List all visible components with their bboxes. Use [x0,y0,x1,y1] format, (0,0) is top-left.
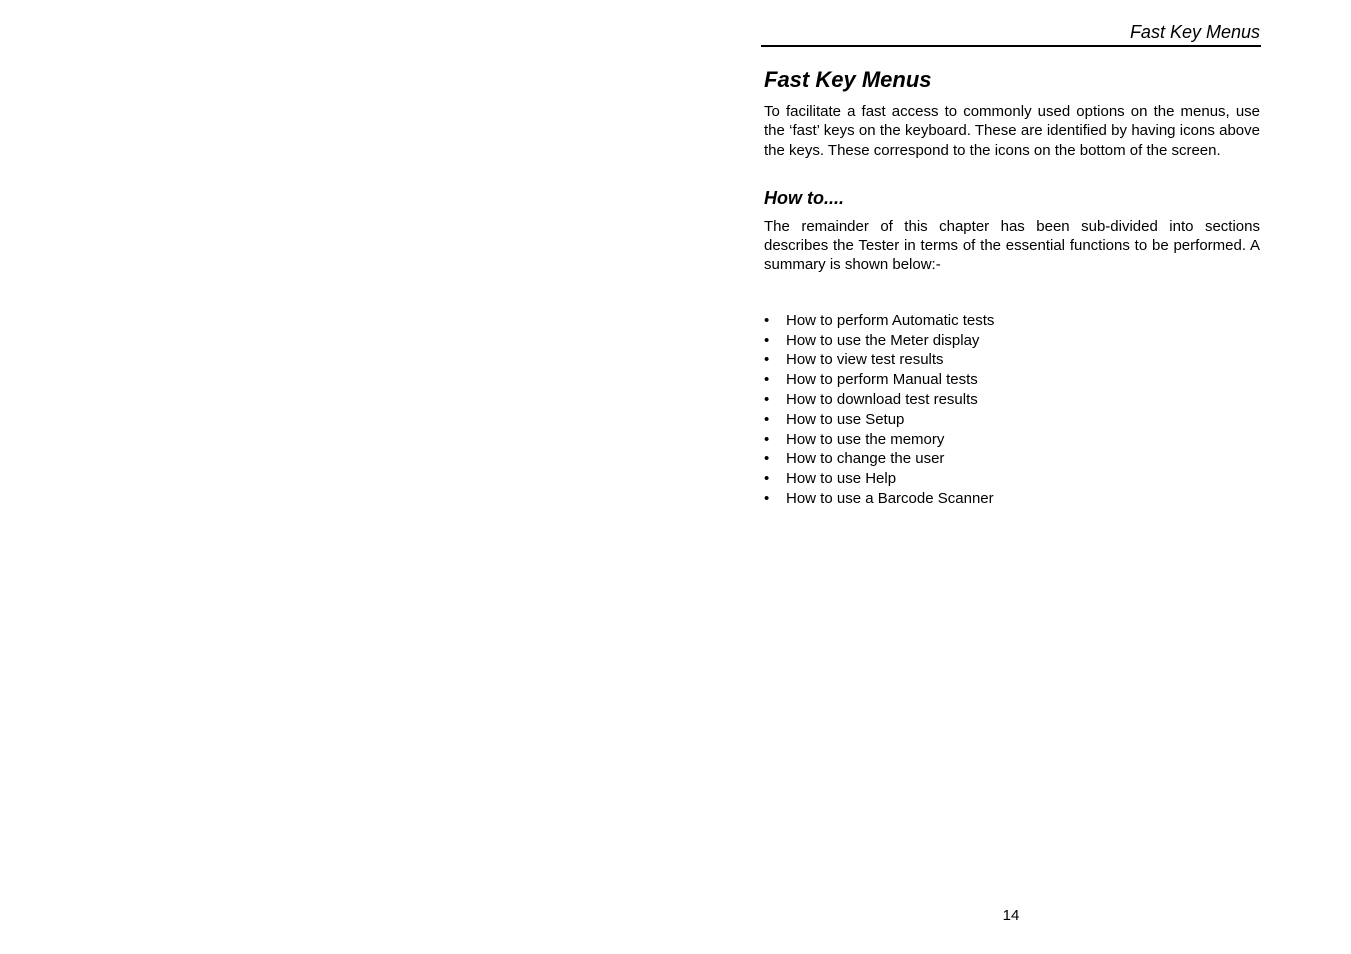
list-item [764,410,1260,430]
list-item [764,469,1260,489]
list-item-label: How to change the user [786,450,945,468]
list-item-label: How to download test results [786,390,978,408]
bullet-icon: • [764,430,770,448]
list-item [764,390,1260,410]
list-item [764,370,1260,390]
list-item-label: How to use the Meter display [786,331,980,349]
howto-title: How to.... [764,187,844,208]
list-item [764,489,1260,509]
running-header: Fast Key Menus [1129,22,1260,42]
document-page [761,0,1261,954]
bullet-icon: • [764,351,770,369]
section-title: Fast Key Menus [764,67,932,92]
list-item [764,430,1260,450]
list-item-label: How to use a Barcode Scanner [786,489,994,507]
bullet-icon: • [764,331,770,349]
list-item [764,350,1260,370]
list-item-label: How to use the memory [786,430,945,448]
list-item-label: How to use Setup [786,410,905,428]
list-item-label: How to view test results [786,351,944,369]
bullet-icon: • [764,450,770,468]
topic-list [764,311,1260,509]
bullet-icon: • [764,390,770,408]
header-rule [761,45,1261,47]
list-item [764,331,1260,351]
list-item-label: How to perform Automatic tests [786,311,995,329]
howto-paragraph: The remainder of this chapter has been sub-divided into sections describes the Tester in terms of the essential functions to be performed. A summary is shown below:- [764,217,1260,274]
intro-paragraph: To facilitate a fast access to commonly used options on the menus, use the ‘fast’ keys on the keyboard. These are identified by having icons above the keys. These correspond to the icons on the bottom of the screen. [764,103,1260,159]
bullet-icon: • [764,311,770,329]
list-item-label: How to perform Manual tests [786,371,978,389]
list-item-label: How to use Help [786,470,897,488]
page-number: 14 [1002,907,1020,924]
list-item [764,449,1260,469]
bullet-icon: • [764,470,770,488]
bullet-icon: • [764,489,770,507]
page-content [764,62,1260,509]
list-item [764,311,1260,331]
bullet-icon: • [764,410,770,428]
bullet-icon: • [764,371,770,389]
